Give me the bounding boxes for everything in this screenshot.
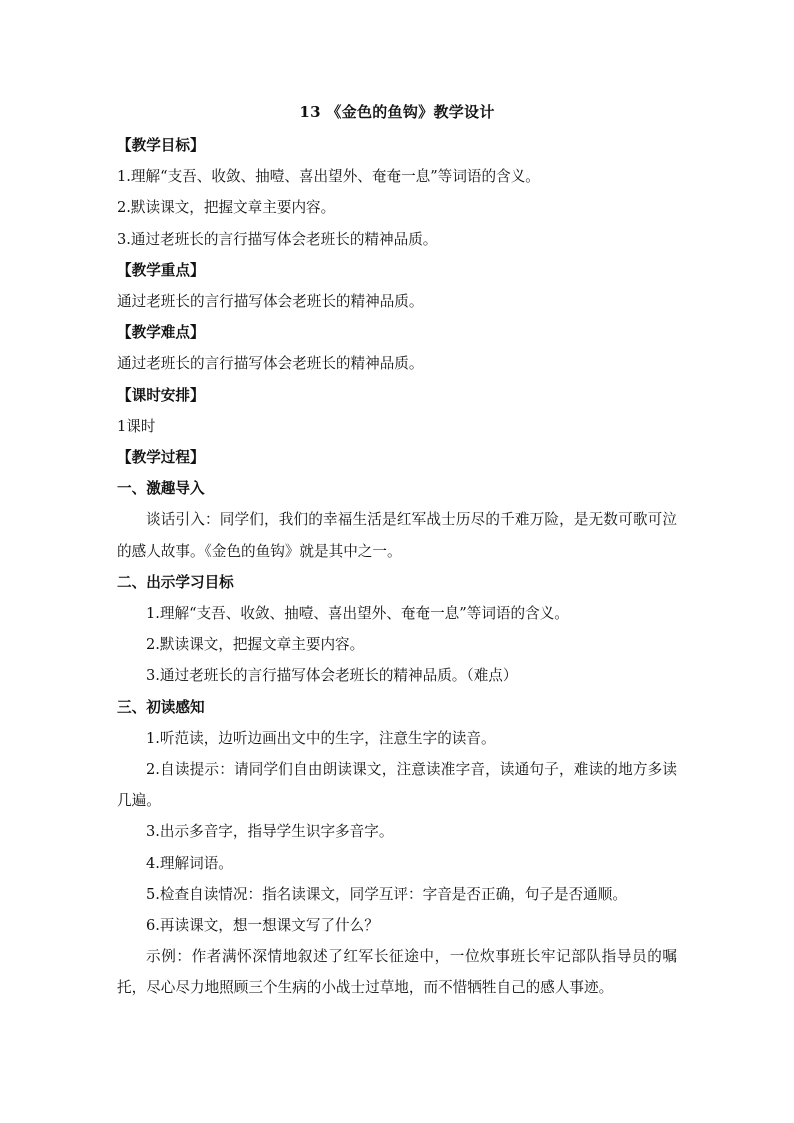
schedule-heading: 【课时安排】 [117, 386, 205, 404]
section-3-heading: 三、初读感知 [117, 698, 205, 716]
section-2-item-2: 2.默读课文，把握文章主要内容。 [146, 636, 365, 654]
goals-heading: 【教学目标】 [117, 137, 205, 154]
document-body [117, 130, 677, 1004]
schedule-text: 1课时 [117, 417, 156, 435]
document-title: 13 《金色的鱼钩》教学设计 [299, 103, 495, 121]
section-2-item-1: 1.理解“支吾、收敛、抽噎、喜出望外、奄奄一息”等词语的含义。 [146, 605, 569, 623]
section-2-heading: 二、出示学习目标 [117, 573, 234, 591]
section-3-item-4: 4.理解词语。 [146, 854, 233, 872]
section-3-item-1: 1.听范读，边听边画出文中的生字，注意生字的读音。 [146, 729, 496, 747]
section-1-text: 谈话引入：同学们，我们的幸福生活是红军战士历尽的千难万险，是无数可歌可泣的感人故事。《金色的鱼钩》就是其中之一。 [117, 511, 677, 560]
section-3-item-5: 5.检查自读情况：指名读课文，同学互评：字音是否正确，句子是否通顺。 [146, 885, 627, 903]
section-3-item-6: 6.再读课文，想一想课文写了什么？ [146, 917, 379, 935]
goal-item-2: 2.默读课文，把握文章主要内容。 [117, 199, 336, 217]
section-3-item-2: 2.自读提示：请同学们自由朗读课文，注意读准字音，读通句子，难读的地方多读几遍。 [117, 761, 677, 810]
difficulty-heading: 【教学难点】 [117, 324, 205, 342]
key-points-heading: 【教学重点】 [117, 261, 205, 279]
section-2-item-3: 3.通过老班长的言行描写体会老班长的精神品质。（难点） [146, 667, 518, 685]
section-3-item-3: 3.出示多音字，指导学生识字多音字。 [146, 823, 394, 841]
goal-item-3: 3.通过老班长的言行描写体会老班长的精神品质。 [117, 230, 438, 248]
goal-item-1: 1.理解“支吾、收敛、抽噎、喜出望外、奄奄一息”等词语的含义。 [117, 168, 540, 186]
key-points-text: 通过老班长的言行描写体会老班长的精神品质。 [117, 293, 424, 311]
section-3-example: 示例：作者满怀深情地叙述了红军长征途中，一位炊事班长牢记部队指导员的嘱托，尽心尽力地照顾三个生病的小战士过草地，而不惜牺牲自己的感人事迹。 [117, 948, 677, 997]
process-heading: 【教学过程】 [117, 449, 205, 467]
difficulty-text: 通过老班长的言行描写体会老班长的精神品质。 [117, 355, 424, 373]
section-1-heading: 一、激趣导入 [117, 480, 205, 498]
